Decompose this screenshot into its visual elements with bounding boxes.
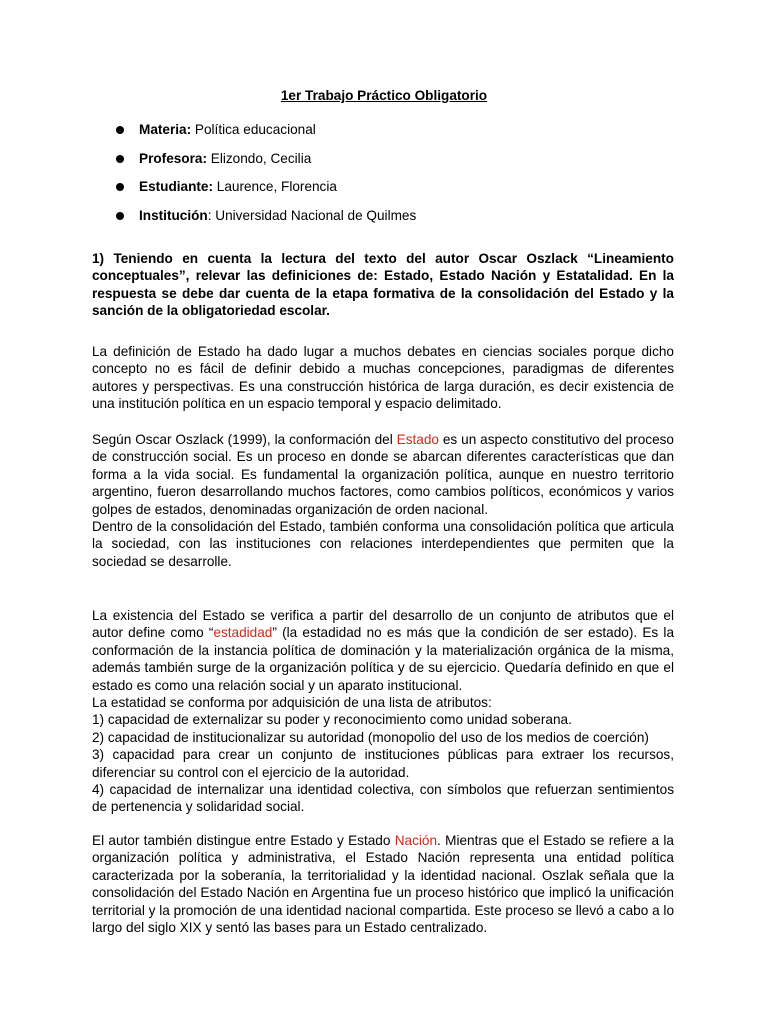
info-key: Institución [139, 207, 208, 223]
bullet-icon [116, 183, 124, 191]
info-item-estudiante [116, 178, 416, 207]
bullet-icon [116, 212, 124, 220]
info-value: Política educacional [191, 122, 316, 137]
attribute-item: 4) capacidad de internalizar una identidad colectiva, con símbolos que refuerzan sentimientos de pertenencia y solidaridad social. [92, 782, 674, 815]
info-value: : Universidad Nacional de Quilmes [207, 207, 417, 223]
paragraph-6 [92, 832, 674, 936]
text-run: es un aspecto constitutivo del proceso de construcción social. Es un proceso en donde se abarcan diferentes características que dan forma a la vida social. Es fundamental la organización política, aunque en nuestro territorio argentino, fueron desarrollando muchos factores, como cambios políticos, económicos y varios golpes de estados, denominadas organización de orden nacional. [92, 432, 674, 517]
text-run: Según Oscar Oszlack (1999), la conformación del [92, 432, 397, 447]
attribute-item: 1) capacidad de externalizar su poder y reconocimiento como unidad soberana. [92, 712, 572, 728]
question-block [92, 250, 674, 320]
paragraph-text [92, 431, 674, 518]
paragraph-text: La estatidad se conforma por adquisición de una lista de atributos: [92, 695, 492, 711]
info-key: Profesora: [139, 150, 207, 166]
info-item-profesora [116, 150, 416, 179]
text-run: . Mientras que el Estado se refiere a la organización política y administrativa, el Estado Nación representa una entidad política caracterizada por la soberanía, la territorialidad y la identidad nacional. Oszlak señala que la consolidación del Estado Nación en Argentina fue un proceso histórico que implicó la unificación territorial y la promoción de una identidad nacional compartida. Este proceso se llevó a cabo a lo largo del siglo XIX y sentó las bases para un Estado centralizado. [92, 833, 674, 936]
info-list [116, 121, 416, 235]
highlight-estado: Estado [396, 432, 439, 447]
attribute-item: 2) capacidad de institucionalizar su autoridad (monopolio del uso de los medios de coerción) [92, 729, 649, 745]
highlight-nacion: Nación [394, 833, 438, 848]
highlight-estadidad: estadidad [213, 625, 273, 641]
info-item-institucion [116, 207, 416, 236]
document-title: 1er Trabajo Práctico Obligatorio [280, 88, 488, 103]
question-text: 1) Teniendo en cuenta la lectura del texto del autor Oscar Oszlack “Lineamiento conceptuales”, relevar las definiciones de: Estado, Estado Nación y Estatalidad. En la respuesta se debe dar cuenta de la etapa formativa de la consolidación del Estado y la sanción de la obligatoriedad escolar. [92, 251, 674, 319]
paragraph-text [92, 607, 674, 694]
text-run: La existencia del Estado se verifica a partir del desarrollo de un conjunto de atributos que el autor define como “ [92, 608, 674, 641]
paragraph-4 [92, 607, 674, 816]
attribute-item: 3) capacidad para crear un conjunto de instituciones públicas para extraer los recursos, diferenciar su control con el ejercicio de la autoridad. [92, 747, 674, 780]
paragraph-2 [92, 431, 674, 570]
paragraph-1 [92, 343, 674, 413]
text-run: ” (la estadidad no es más que la condición de ser estado). Es la conformación de la instancia política de dominación y la materialización orgánica de la misma, además también surge de la organización política y de su ejercicio. Quedaría definido en que el estado es como una relación social y un aparato institucional. [92, 625, 675, 693]
text-run: El autor también distingue entre Estado y Estado [92, 833, 395, 848]
bullet-icon [116, 126, 124, 134]
info-value: Elizondo, Cecilia [207, 150, 312, 166]
info-value: Laurence, Florencia [213, 179, 337, 194]
info-item-materia [116, 121, 416, 150]
info-key: Materia: [139, 122, 192, 137]
paragraph-text: Dentro de la consolidación del Estado, también conforma una consolidación política que articula la sociedad, con las instituciones con relaciones interdependientes que permiten que la sociedad se desarrolle. [92, 519, 674, 569]
paragraph-text: La definición de Estado ha dado lugar a muchos debates en ciencias sociales porque dicho concepto no es fácil de definir debido a muchas concepciones, paradigmas de diferentes autores y perspectivas. Es una construcción histórica de larga duración, es decir existencia de una institución política en un espacio temporal y espacio delimitado. [92, 344, 674, 412]
info-key: Estudiante: [139, 179, 214, 194]
paragraph-text [92, 832, 674, 936]
bullet-icon [116, 155, 124, 163]
